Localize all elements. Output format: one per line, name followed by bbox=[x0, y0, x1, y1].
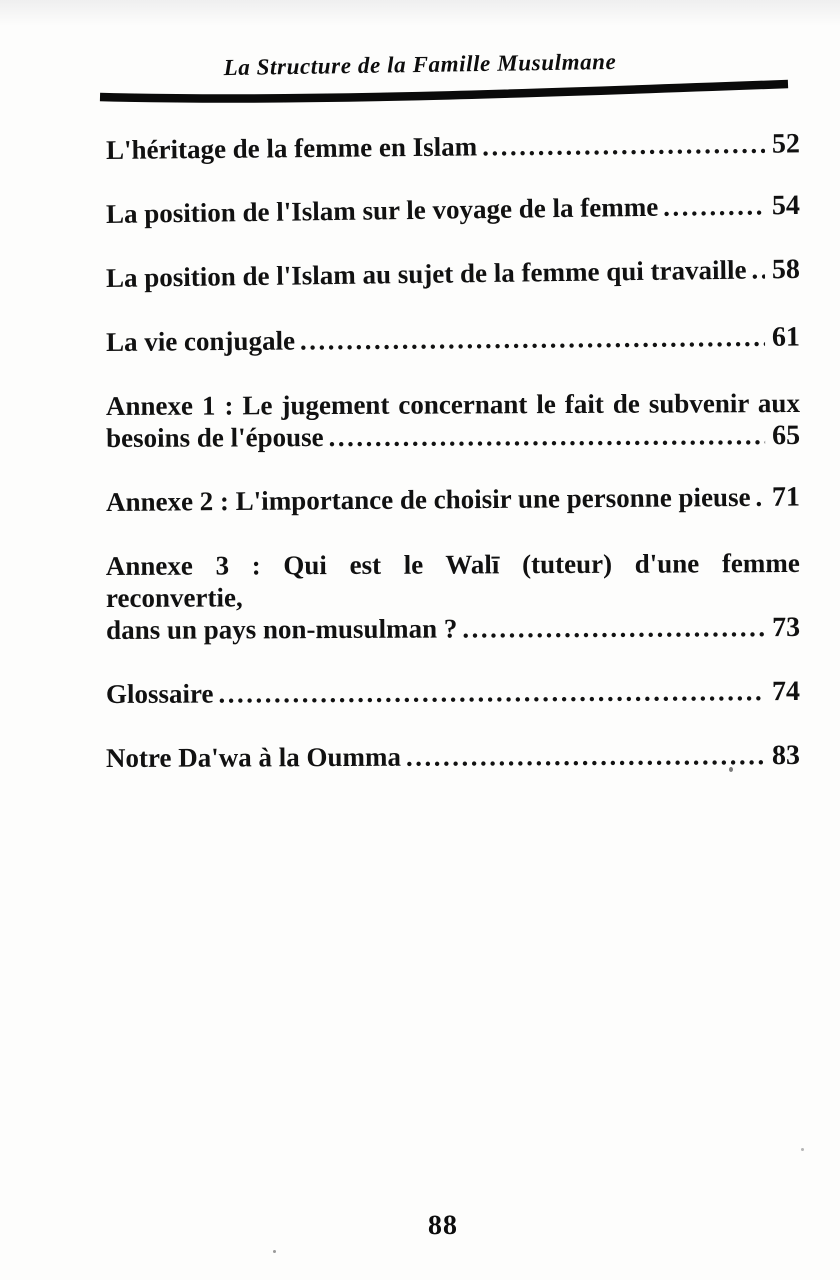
scan-speck bbox=[273, 1250, 276, 1253]
toc-entry bbox=[106, 321, 800, 359]
toc-entry-title-line2: besoins de l'épouse bbox=[106, 422, 324, 453]
toc-entry-title: La position de l'Islam sur le voyage de la femme bbox=[105, 191, 659, 229]
scan-speck bbox=[729, 767, 733, 772]
dot-leader bbox=[482, 128, 765, 163]
toc-entry-page-number: 73 bbox=[772, 611, 801, 644]
scan-edge-shade bbox=[0, 0, 840, 26]
table-of-contents bbox=[105, 128, 801, 806]
dot-leader bbox=[300, 321, 765, 357]
toc-entry-page-number: 83 bbox=[771, 739, 801, 772]
toc-entry-title-line1: Annexe 1 : Le jugement concernant le fait de subvenir aux bbox=[105, 387, 800, 421]
dot-leader bbox=[218, 675, 765, 709]
dot-leader bbox=[663, 189, 765, 222]
dot-leader bbox=[329, 419, 766, 453]
toc-entry-title: La position de l'Islam au sujet de la femme qui travaille bbox=[105, 254, 747, 293]
toc-entry-title-line1: Annexe 3 : Qui est le Walī (tuteur) d'une femme reconvertie, bbox=[105, 547, 800, 613]
toc-entry bbox=[106, 387, 800, 455]
toc-entry-page-number: 71 bbox=[771, 481, 801, 513]
toc-entry-page-number: 61 bbox=[771, 321, 801, 353]
toc-entry-title-line2: dans un pays non-musulman ? bbox=[106, 613, 458, 645]
toc-entry-title: Glossaire bbox=[105, 678, 214, 709]
toc-entry-page-number: 74 bbox=[771, 675, 801, 708]
dot-leader bbox=[406, 739, 765, 773]
toc-entry-page-number: 65 bbox=[771, 419, 801, 452]
dot-leader bbox=[751, 253, 765, 285]
toc-entry bbox=[106, 481, 800, 519]
toc-entry bbox=[106, 675, 800, 711]
toc-entry-title: L'héritage de la femme en Islam bbox=[105, 131, 478, 165]
toc-entry bbox=[106, 127, 800, 167]
toc-entry bbox=[106, 253, 800, 295]
toc-entry-title: Annexe 2 : L'importance de choisir une personne pieuse bbox=[105, 481, 751, 517]
toc-entry-title: Notre Da'wa à la Oumma bbox=[105, 741, 402, 773]
header-rule bbox=[0, 72, 840, 112]
toc-entry-page-number: 54 bbox=[771, 189, 801, 222]
running-title: La Structure de la Famille Musulmane bbox=[223, 48, 617, 81]
dot-leader bbox=[755, 481, 765, 513]
footer-page-number: 88 bbox=[427, 1209, 459, 1242]
scan-speck bbox=[801, 1148, 804, 1151]
toc-entry-title: La vie conjugale bbox=[105, 325, 296, 357]
dot-leader bbox=[462, 611, 765, 644]
toc-entry-page-number: 58 bbox=[771, 253, 801, 286]
toc-entry bbox=[106, 739, 800, 775]
toc-entry bbox=[106, 189, 800, 231]
toc-entry-page-number: 52 bbox=[771, 128, 801, 160]
toc-entry bbox=[106, 547, 800, 647]
